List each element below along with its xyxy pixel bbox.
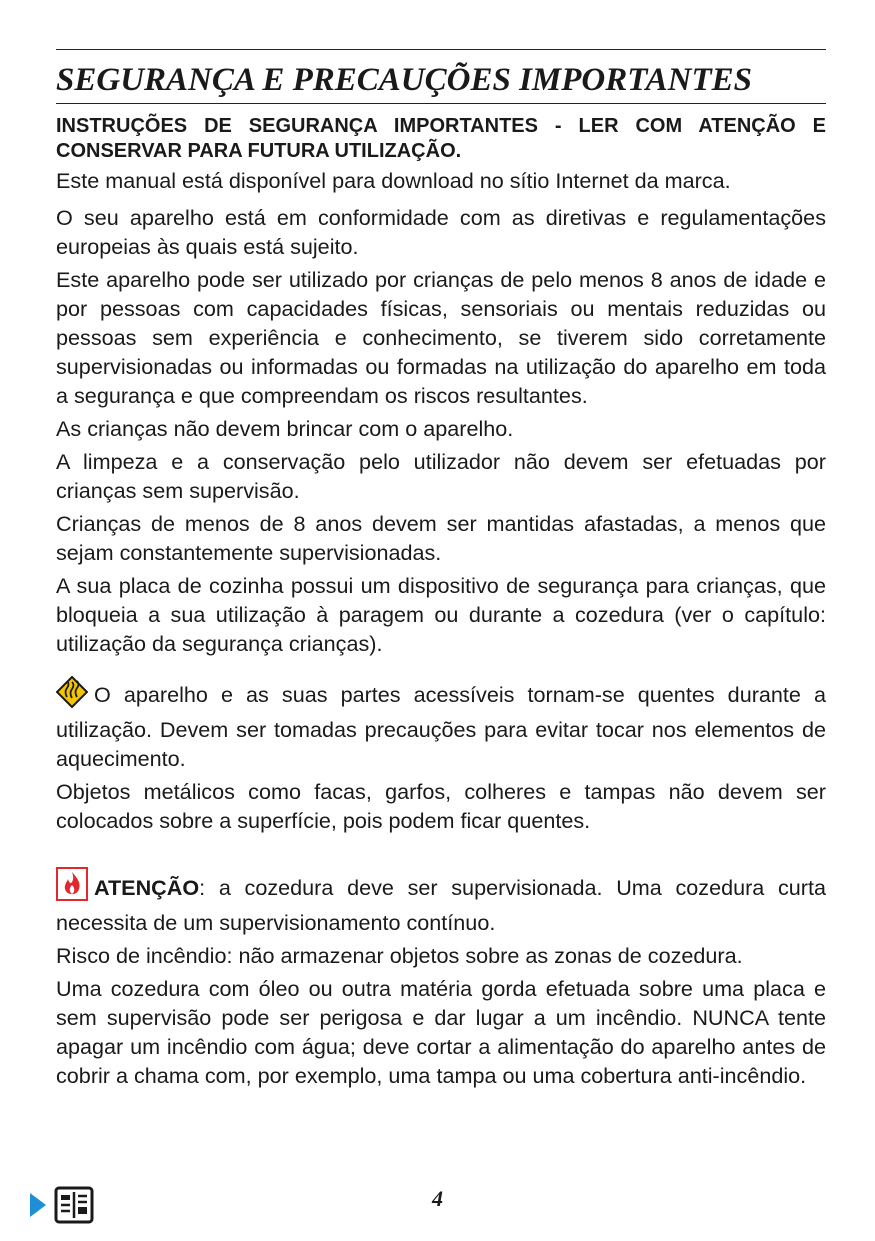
safety-intro-heading: INSTRUÇÕES DE SEGURANÇA IMPORTANTES - LER COM ATENÇÃO E CONSERVAR PARA FUTURA UTILIZAÇÃO. bbox=[56, 115, 826, 162]
paragraph-cleaning: A limpeza e a conservação pelo utilizador não devem ser efetuadas por crianças sem supervisão. bbox=[56, 449, 826, 503]
title-underline bbox=[56, 103, 826, 104]
metal-objects-paragraph: Objetos metálicos como facas, garfos, colheres e tampas não devem ser colocados sobre a superfície, pois podem ficar quentes. bbox=[56, 779, 826, 833]
top-rule bbox=[56, 49, 826, 50]
paragraph-under-8: Crianças de menos de 8 anos devem ser mantidas afastadas, a menos que sejam constantemente supervisionadas. bbox=[56, 511, 826, 565]
paragraph-child-lock: A sua placa de cozinha possui um dispositivo de segurança para crianças, que bloqueia a sua utilização à paragem ou durante a cozedura (ver o capítulo: utilização da segurança crianças). bbox=[56, 573, 826, 656]
attention-text: : a cozedura deve ser supervisionada. Uma cozedura curta necessita de um supervisionamento contínuo. bbox=[56, 875, 826, 935]
paragraph-no-play: As crianças não devem brincar com o aparelho. bbox=[56, 416, 514, 441]
paragraph-conformity: O seu aparelho está em conformidade com as diretivas e regulamentações europeias às quais está sujeito. bbox=[56, 205, 826, 259]
paragraph-download: Este manual está disponível para download no sítio Internet da marca. bbox=[56, 168, 731, 193]
oil-fire-paragraph: Uma cozedura com óleo ou outra matéria gorda efetuada sobre uma placa e sem supervisão pode ser perigosa e dar lugar a um incêndio. NUNCA tente apagar um incêndio com água; deve cortar a alimentação do aparelho antes de cobrir a chama com, por exemplo, uma tampa ou uma cobertura anti-incêndio. bbox=[56, 976, 826, 1088]
fire-risk-paragraph: Risco de incêndio: não armazenar objetos sobre as zonas de cozedura. bbox=[56, 943, 743, 968]
page-number: 4 bbox=[432, 1186, 443, 1211]
safety-content bbox=[56, 114, 826, 1090]
attention-label: ATENÇÃO bbox=[94, 875, 200, 900]
page-title: SEGURANÇA E PRECAUÇÕES IMPORTANTES bbox=[56, 62, 752, 98]
fire-icon bbox=[56, 867, 88, 908]
hot-surface-icon bbox=[56, 676, 88, 715]
fire-warning bbox=[56, 867, 826, 1090]
hot-surface-warning bbox=[56, 676, 826, 835]
hot-surface-text: O aparelho e as suas partes acessíveis tornam-se quentes durante a utilização. Devem ser tomadas precauções para evitar tocar nos elementos de aquecimento. bbox=[56, 682, 826, 771]
paragraph-usage-children: Este aparelho pode ser utilizado por crianças de pelo menos 8 anos de idade e por pessoas com capacidades físicas, sensoriais ou mentais reduzidas ou pessoas sem experiência e conhecimento, se tiverem sido corretamente supervisionadas ou informadas ou formadas na utilização do aparelho em toda a segurança e que compreendam os riscos resultantes. bbox=[56, 267, 826, 408]
